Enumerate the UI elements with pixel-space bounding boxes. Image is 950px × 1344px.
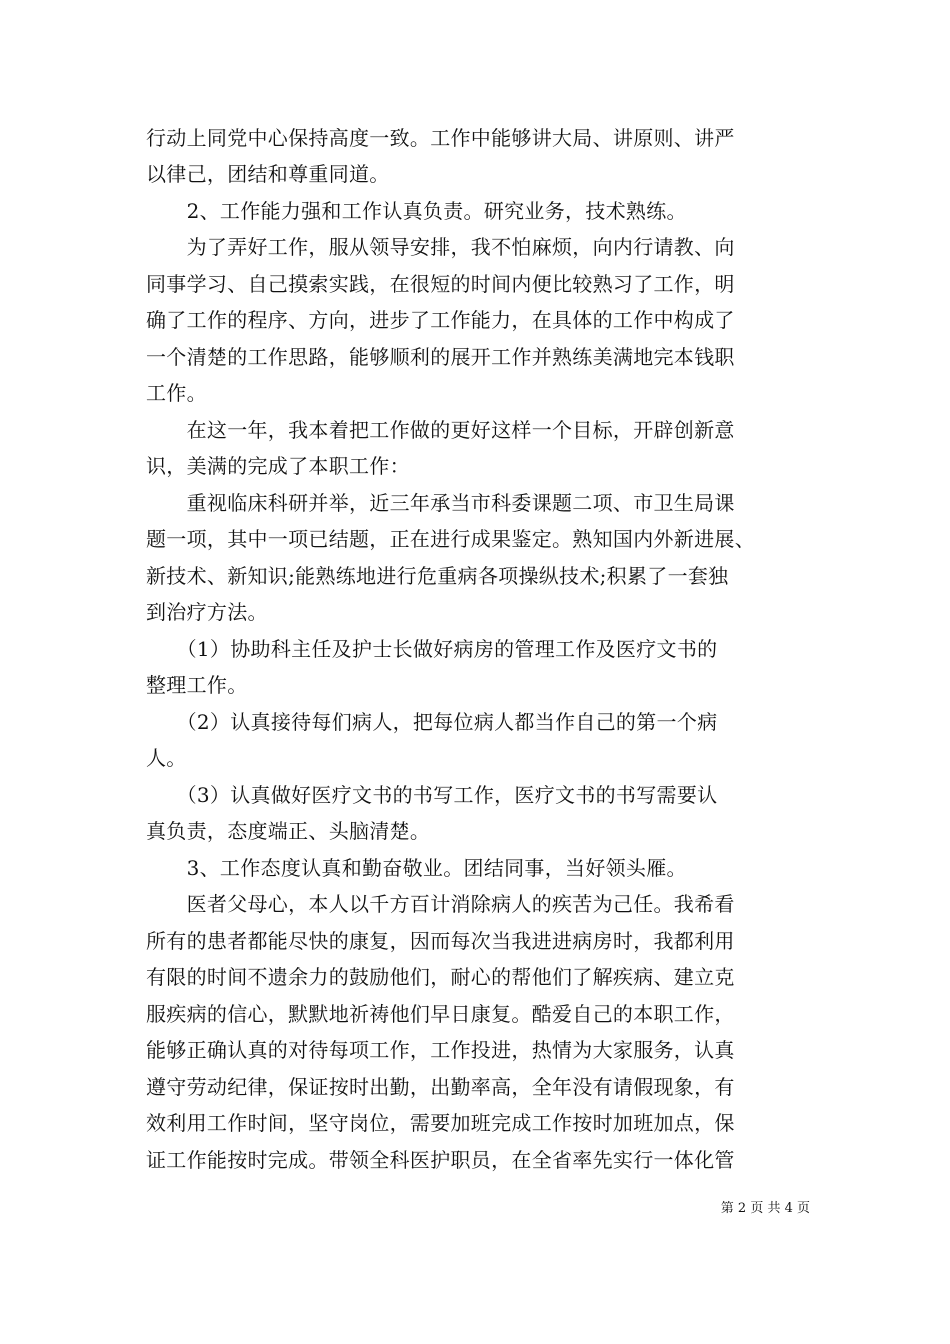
body-text-line: 医者父母心，本人以千方百计消除病人的疾苦为己任。我希看 bbox=[146, 892, 735, 916]
body-text-line: 2、工作能力强和工作认真负责。研究业务，技术熟练。 bbox=[146, 199, 687, 223]
body-text-line: 重视临床科研并举，近三年承当市科委课题二项、市卫生局课 bbox=[146, 491, 735, 515]
body-text-line: 为了弄好工作，服从领导安排，我不怕麻烦，向内行请教、向 bbox=[146, 235, 735, 259]
body-text-line: （1）协助科主任及护士长做好病房的管理工作及医疗文书的 bbox=[146, 637, 718, 661]
body-text-line: 证工作能按时完成。带领全科医护职员，在全省率先实行一体化管 bbox=[146, 1148, 735, 1172]
body-text-line: 识，美满的完成了本职工作： bbox=[146, 454, 410, 478]
body-text-line: 人。 bbox=[146, 746, 187, 770]
body-text-line: 能够正确认真的对待每项工作，工作投进，热情为大家服务，认真 bbox=[146, 1038, 735, 1062]
body-text-line: 有限的时间不遗余力的鼓励他们，耐心的帮他们了解疾病、建立克 bbox=[146, 965, 735, 989]
body-text-line: 同事学习、自己摸索实践，在很短的时间内便比较熟习了工作，明 bbox=[146, 272, 735, 296]
body-text-line: 所有的患者都能尽快的康复，因而每次当我进进病房时，我都利用 bbox=[146, 929, 735, 953]
body-text-line: 一个清楚的工作思路，能够顺利的展开工作并熟练美满地完本钱职 bbox=[146, 345, 735, 369]
body-text-line: 服疾病的信心，默默地祈祷他们早日康复。酷爱自己的本职工作， bbox=[146, 1002, 735, 1026]
body-text-line: 以律己，团结和尊重同道。 bbox=[146, 162, 390, 186]
body-text-line: 到治疗方法。 bbox=[146, 600, 268, 624]
body-text-line: 行动上同党中心保持高度一致。工作中能够讲大局、讲原则、讲严 bbox=[146, 126, 735, 150]
page-number-footer: 第 2 页 共 4 页 bbox=[720, 1201, 810, 1216]
body-text-line: 工作。 bbox=[146, 381, 207, 405]
body-text-line: 新技术、新知识;能熟练地进行危重病各项操纵技术;积累了一套独 bbox=[146, 564, 729, 588]
body-text-line: 题一项，其中一项已结题，正在进行成果鉴定。熟知国内外新进展、 bbox=[146, 527, 755, 551]
body-text-line: （3）认真做好医疗文书的书写工作，医疗文书的书写需要认 bbox=[146, 783, 718, 807]
body-text-line: 真负责，态度端正、头脑清楚。 bbox=[146, 819, 431, 843]
body-text-line: 整理工作。 bbox=[146, 673, 248, 697]
body-text-line: 确了工作的程序、方向，进步了工作能力，在具体的工作中构成了 bbox=[146, 308, 735, 332]
body-text-line: 在这一年，我本着把工作做的更好这样一个目标，开辟创新意 bbox=[146, 418, 735, 442]
body-text-line: 遵守劳动纪律，保证按时出勤，出勤率高，全年没有请假现象，有 bbox=[146, 1075, 735, 1099]
body-text-line: 3、工作态度认真和勤奋敬业。团结同事，当好领头雁。 bbox=[146, 856, 687, 880]
body-text-line: 效利用工作时间，坚守岗位，需要加班完成工作按时加班加点，保 bbox=[146, 1111, 735, 1135]
body-text-line: （2）认真接待每们病人，把每位病人都当作自己的第一个病 bbox=[146, 710, 718, 734]
